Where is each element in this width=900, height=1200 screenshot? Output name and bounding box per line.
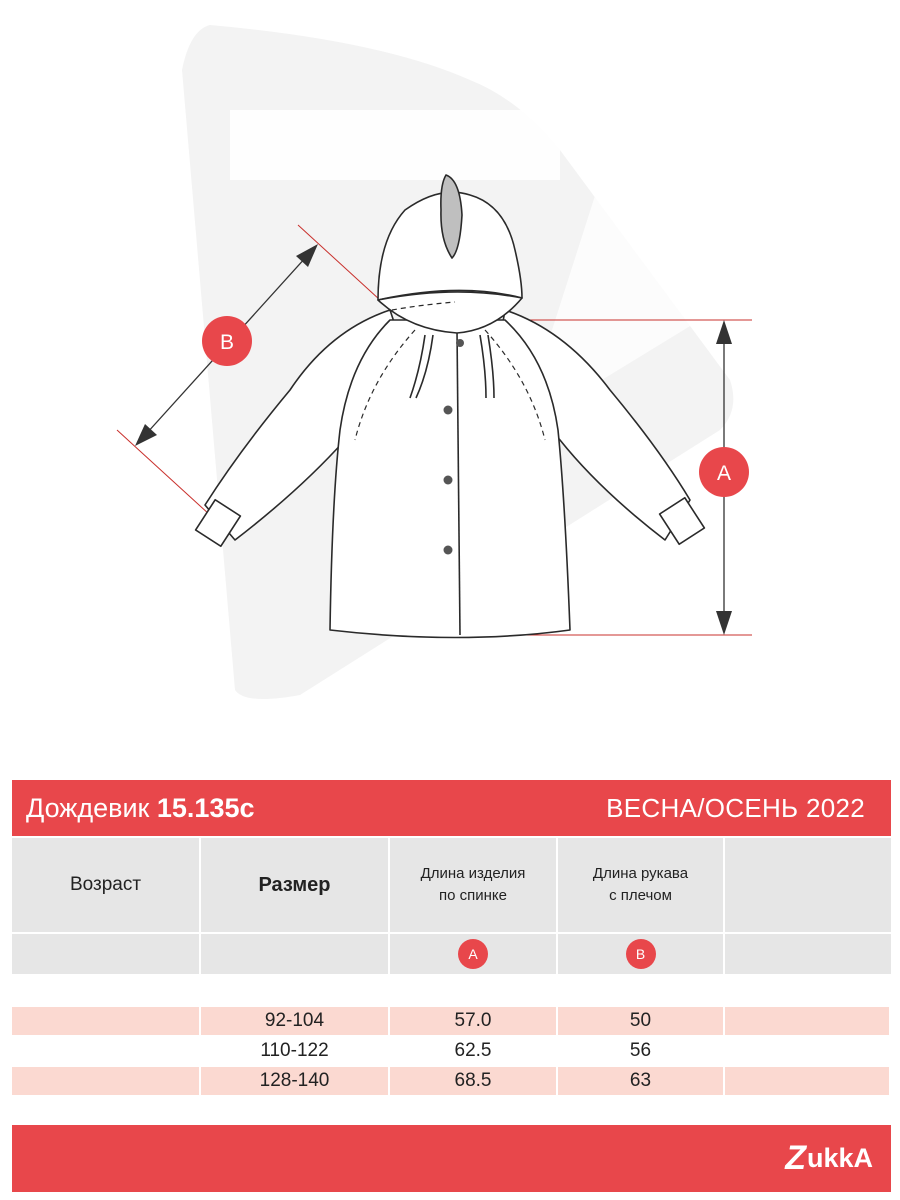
brand-logo [785, 1139, 873, 1178]
marker-cell-empty [725, 934, 891, 974]
footer-bar [12, 1125, 891, 1192]
table-row [12, 1037, 891, 1065]
cell-size: 128-140 [201, 1067, 390, 1095]
label-b-text: B [219, 331, 235, 354]
brand-logo-mark: Z [785, 1139, 806, 1177]
table-row [12, 1007, 891, 1035]
cell-age [12, 1037, 201, 1065]
marker-cell-length [390, 934, 558, 974]
size-table-marker-row [12, 934, 891, 974]
marker-badge-b: B [626, 939, 656, 969]
product-title [26, 793, 255, 824]
marker-cell-age [12, 934, 201, 974]
cell-length: 57.0 [390, 1007, 558, 1035]
col-header-back-length: Длина изделия по спинке [390, 838, 558, 932]
marker-cell-sleeve [558, 934, 725, 974]
cell-sleeve: 56 [629, 1040, 652, 1061]
size-table-header [12, 838, 891, 932]
cell-sleeve: 50 [558, 1007, 725, 1035]
cell-size: 110-122 [260, 1040, 329, 1061]
cell-extra [725, 1007, 891, 1035]
cell-extra [725, 1037, 891, 1065]
season-label: ВЕСНА/ОСЕНЬ 2022 [606, 792, 865, 823]
arrow-a-bottom-head [716, 611, 732, 635]
cell-extra [725, 1067, 891, 1095]
product-header-bar [12, 780, 891, 836]
col-header-empty [725, 838, 891, 932]
arrow-b-bottom-head [135, 424, 157, 446]
col-header-size: Размер [201, 838, 390, 932]
label-a-badge [699, 447, 749, 497]
cell-length: 62.5 [454, 1040, 492, 1061]
brand-logo-text: ukkA [806, 1143, 873, 1173]
marker-cell-size [201, 934, 390, 974]
marker-badge-a: A [458, 939, 488, 969]
cell-age [12, 1067, 201, 1095]
label-a-text: A [716, 462, 732, 485]
label-b-badge [202, 316, 252, 366]
col-header-sleeve-length: Длина рукава с плечом [558, 838, 725, 932]
cell-length: 68.5 [390, 1067, 558, 1095]
cell-sleeve: 63 [558, 1067, 725, 1095]
table-row [12, 1067, 891, 1095]
product-code: 15.135с [156, 792, 255, 823]
product-name: Дождевик [26, 792, 150, 823]
cell-age [12, 1007, 201, 1035]
cell-size: 92-104 [201, 1007, 390, 1035]
col-header-age: Возраст [12, 838, 201, 932]
arrow-a-top-head [716, 320, 732, 344]
